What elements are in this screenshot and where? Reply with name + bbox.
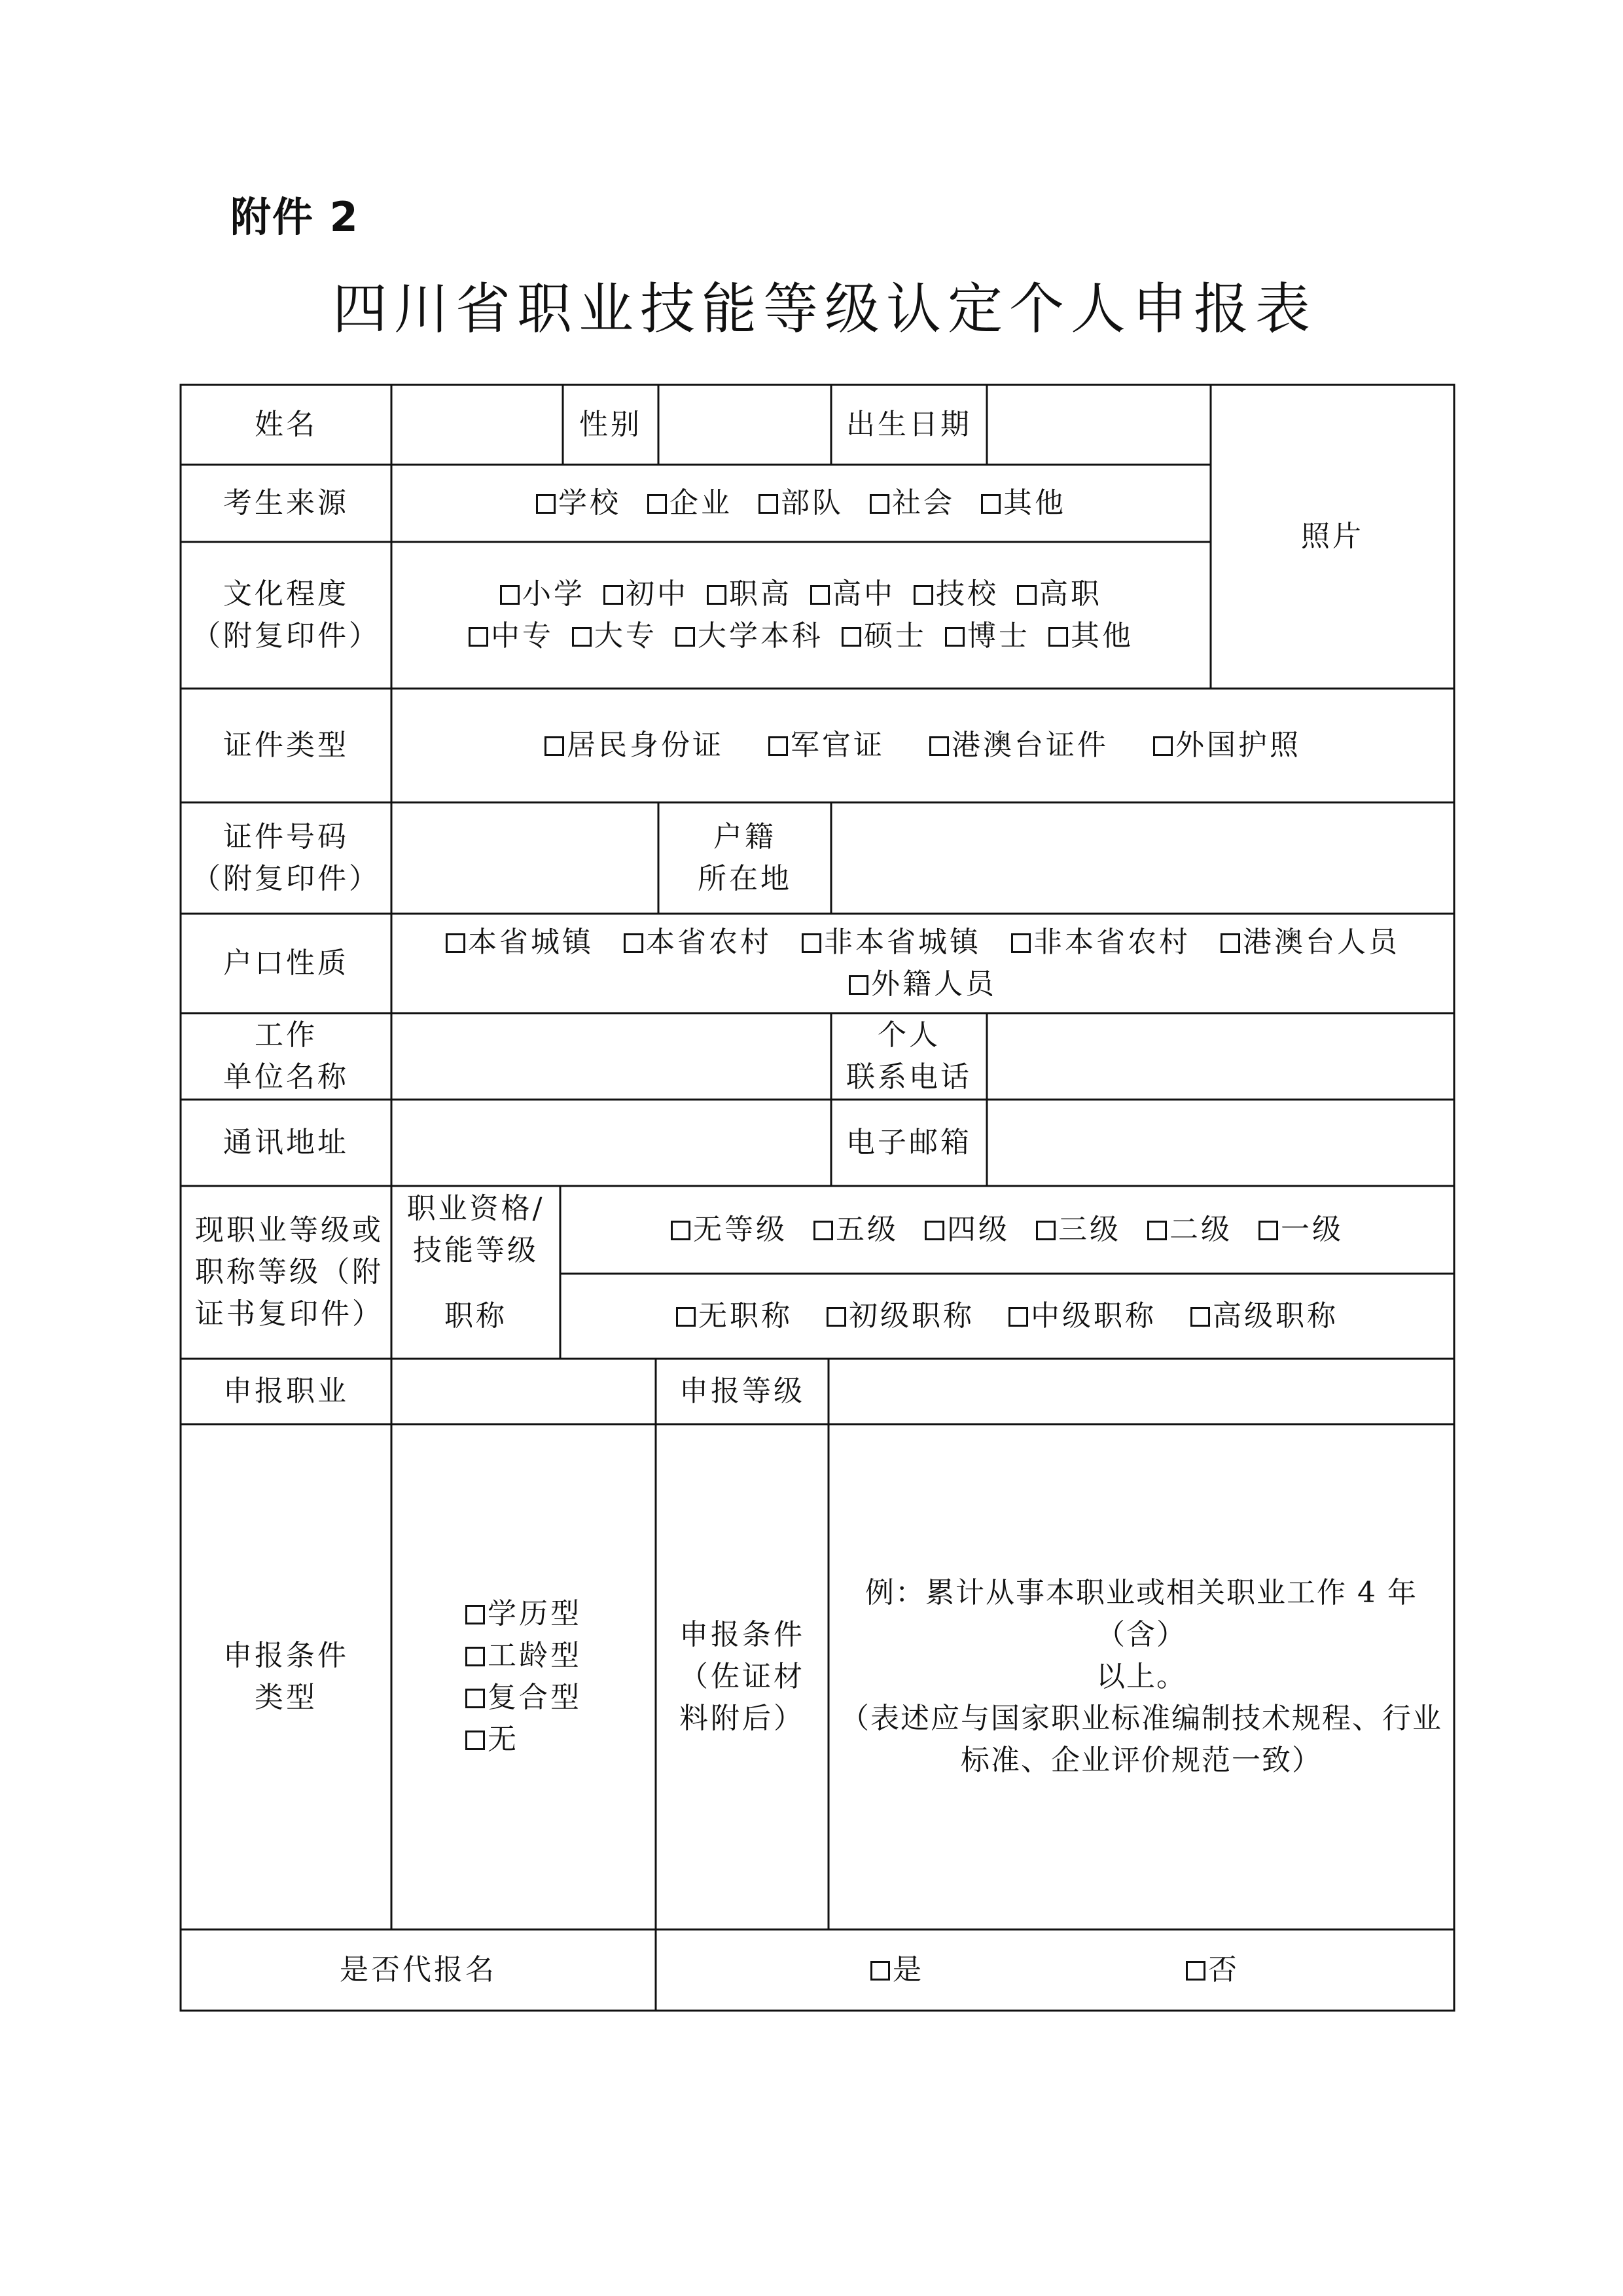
birth-date-label: 出生日期 — [846, 408, 972, 441]
household-nature-label: 户口性质 — [223, 946, 349, 980]
checkbox[interactable] — [1008, 1307, 1028, 1327]
condition-example-line: （表述应与国家职业标准编制技术规程、行业 — [840, 1702, 1442, 1735]
education-option-vocational-high[interactable]: 职高 — [707, 573, 792, 615]
household-nature-options — [391, 914, 1454, 1013]
education-option-junior[interactable]: 初中 — [603, 573, 688, 615]
qualification-label: 职业资格/ 技能等级 — [406, 1192, 545, 1267]
checkbox[interactable] — [1258, 1221, 1278, 1240]
title-option-junior[interactable]: 初级职称 — [827, 1295, 974, 1337]
phone-field[interactable] — [987, 1013, 1454, 1100]
education-option-secondary-specialized[interactable]: 中专 — [469, 615, 554, 657]
education-option-master[interactable]: 硕士 — [842, 615, 927, 657]
checkbox[interactable] — [1153, 736, 1173, 756]
id-type-option-resident-id[interactable]: 居民身份证 — [544, 725, 724, 766]
checkbox[interactable] — [981, 494, 1001, 514]
checkbox[interactable] — [465, 1731, 485, 1750]
address-label: 通讯地址 — [223, 1126, 349, 1159]
source-option-school[interactable]: 学校 — [536, 482, 621, 524]
id-type-option-hmt-id[interactable]: 港澳台证件 — [929, 725, 1109, 766]
checkbox[interactable] — [1221, 933, 1240, 953]
id-type-option-officer-id[interactable]: 军官证 — [768, 725, 885, 766]
household-option-nonlocal-rural[interactable]: 非本省农村 — [1011, 922, 1190, 963]
checkbox[interactable] — [536, 494, 556, 514]
checkbox[interactable] — [945, 627, 965, 647]
birth-date-field[interactable] — [987, 385, 1211, 465]
education-option-college[interactable]: 大专 — [572, 615, 657, 657]
qualification-options — [560, 1186, 1454, 1274]
checkbox[interactable] — [647, 494, 667, 514]
checkbox[interactable] — [500, 585, 520, 605]
checkbox[interactable] — [465, 1689, 485, 1708]
source-options — [391, 465, 1211, 542]
employer-label: 工作 单位名称 — [223, 1018, 349, 1094]
checkbox[interactable] — [1186, 1961, 1205, 1981]
condition-example-line: 例：累计从事本职业或相关职业工作 4 年（含） — [865, 1576, 1418, 1651]
address-field[interactable] — [391, 1100, 831, 1186]
checkbox[interactable] — [768, 736, 788, 756]
household-option-hmt[interactable]: 港澳台人员 — [1221, 922, 1400, 963]
education-option-doctor[interactable]: 博士 — [945, 615, 1030, 657]
checkbox[interactable] — [870, 1961, 890, 1981]
checkbox[interactable] — [914, 585, 933, 605]
title-option-senior[interactable]: 高级职称 — [1190, 1295, 1338, 1337]
checkbox[interactable] — [813, 1221, 833, 1240]
education-option-other[interactable]: 其他 — [1048, 615, 1133, 657]
source-option-other[interactable]: 其他 — [981, 482, 1066, 524]
id-type-option-foreign-passport[interactable]: 外国护照 — [1153, 725, 1301, 766]
checkbox[interactable] — [675, 627, 695, 647]
apply-occupation-field[interactable] — [391, 1359, 656, 1424]
source-label: 考生来源 — [223, 486, 349, 520]
attachment-label: 附件 2 — [230, 193, 359, 241]
checkbox[interactable] — [624, 933, 643, 953]
checkbox[interactable] — [469, 627, 488, 647]
id-type-options — [391, 689, 1454, 802]
apply-occupation-label: 申报职业 — [223, 1374, 349, 1408]
condition-option-compound[interactable]: 复合型 — [465, 1677, 582, 1719]
source-option-army[interactable]: 部队 — [758, 482, 844, 524]
checkbox[interactable] — [465, 1605, 485, 1624]
checkbox[interactable] — [544, 736, 564, 756]
education-options — [391, 542, 1211, 689]
checkbox[interactable] — [446, 933, 465, 953]
proxy-options — [656, 1929, 1454, 2011]
household-option-local-urban[interactable]: 本省城镇 — [446, 922, 594, 963]
education-option-bachelor[interactable]: 大学本科 — [675, 615, 823, 657]
apply-level-label: 申报等级 — [679, 1374, 805, 1408]
household-option-foreign[interactable]: 外籍人员 — [849, 963, 997, 1005]
qual-option-level-4[interactable]: 四级 — [925, 1209, 1010, 1251]
checkbox[interactable] — [1017, 585, 1037, 605]
checkbox[interactable] — [870, 494, 889, 514]
checkbox[interactable] — [810, 585, 830, 605]
checkbox[interactable] — [1036, 1221, 1056, 1240]
qual-option-level-2[interactable]: 二级 — [1147, 1209, 1232, 1251]
id-number-label: 证件号码 （附复印件） — [192, 820, 380, 895]
condition-option-seniority[interactable]: 工龄型 — [465, 1635, 582, 1677]
title-option-none[interactable]: 无职称 — [676, 1295, 793, 1337]
phone-label: 个人 联系电话 — [846, 1018, 972, 1094]
qual-option-level-5[interactable]: 五级 — [813, 1209, 899, 1251]
apply-level-field[interactable] — [829, 1359, 1454, 1424]
education-option-tech-school[interactable]: 技校 — [914, 573, 999, 615]
qual-option-level-1[interactable]: 一级 — [1258, 1209, 1344, 1251]
checkbox[interactable] — [802, 933, 821, 953]
checkbox[interactable] — [849, 975, 868, 995]
name-field[interactable] — [391, 385, 563, 465]
email-field[interactable] — [987, 1100, 1454, 1186]
checkbox[interactable] — [707, 585, 726, 605]
condition-type-options — [391, 1424, 656, 1929]
checkbox[interactable] — [676, 1307, 696, 1327]
checkbox[interactable] — [671, 1221, 690, 1240]
title-options — [560, 1274, 1454, 1359]
condition-type-label: 申报条件 类型 — [223, 1639, 349, 1714]
current-level-label: 现职业等级或 职称等级（附 证书复印件） — [195, 1213, 383, 1331]
education-option-higher-vocational[interactable]: 高职 — [1017, 573, 1102, 615]
condition-field[interactable] — [829, 1424, 1454, 1929]
household-place-label: 户籍 所在地 — [698, 820, 792, 895]
education-option-primary[interactable]: 小学 — [500, 573, 585, 615]
checkbox[interactable] — [758, 494, 778, 514]
household-option-local-rural[interactable]: 本省农村 — [624, 922, 772, 963]
title-label: 职称 — [444, 1299, 507, 1333]
checkbox[interactable] — [842, 627, 861, 647]
condition-option-none[interactable]: 无 — [465, 1719, 519, 1761]
checkbox[interactable] — [925, 1221, 944, 1240]
employer-field[interactable] — [391, 1013, 831, 1100]
id-type-label: 证件类型 — [223, 728, 349, 762]
checkbox[interactable] — [465, 1647, 485, 1666]
checkbox[interactable] — [827, 1307, 846, 1327]
checkbox[interactable] — [1011, 933, 1031, 953]
gender-label: 性别 — [579, 408, 642, 441]
checkbox[interactable] — [1048, 627, 1068, 647]
checkbox[interactable] — [1190, 1307, 1210, 1327]
proxy-label: 是否代报名 — [340, 1953, 497, 1986]
education-option-senior[interactable]: 高中 — [810, 573, 895, 615]
photo-label: 照片 — [1301, 520, 1364, 553]
condition-option-education[interactable]: 学历型 — [465, 1593, 582, 1635]
source-option-enterprise[interactable]: 企业 — [647, 482, 732, 524]
proxy-option-yes[interactable]: 是 — [870, 1949, 924, 1991]
education-label: 文化程度 （附复印件） — [192, 577, 380, 653]
checkbox[interactable] — [1147, 1221, 1167, 1240]
photo-box[interactable] — [1211, 385, 1454, 689]
checkbox[interactable] — [603, 585, 623, 605]
gender-field[interactable] — [658, 385, 831, 465]
household-option-nonlocal-urban[interactable]: 非本省城镇 — [802, 922, 981, 963]
checkbox[interactable] — [572, 627, 592, 647]
id-number-field[interactable] — [391, 802, 658, 914]
condition-label: 申报条件 （佐证材 料附后） — [679, 1618, 805, 1735]
page-title: 四川省职业技能等级认定个人申报表 — [332, 277, 1317, 341]
condition-example-line: 以上。 — [1096, 1660, 1186, 1693]
title-option-intermediate[interactable]: 中级职称 — [1008, 1295, 1156, 1337]
qual-option-level-3[interactable]: 三级 — [1036, 1209, 1121, 1251]
household-place-field[interactable] — [831, 802, 1454, 914]
source-option-society[interactable]: 社会 — [870, 482, 955, 524]
condition-example-line: 标准、企业评价规范一致） — [961, 1744, 1322, 1777]
qual-option-none[interactable]: 无等级 — [671, 1209, 787, 1251]
checkbox[interactable] — [929, 736, 949, 756]
email-label: 电子邮箱 — [846, 1126, 972, 1159]
name-label: 姓名 — [255, 408, 317, 441]
proxy-option-no[interactable]: 否 — [1186, 1949, 1240, 1991]
